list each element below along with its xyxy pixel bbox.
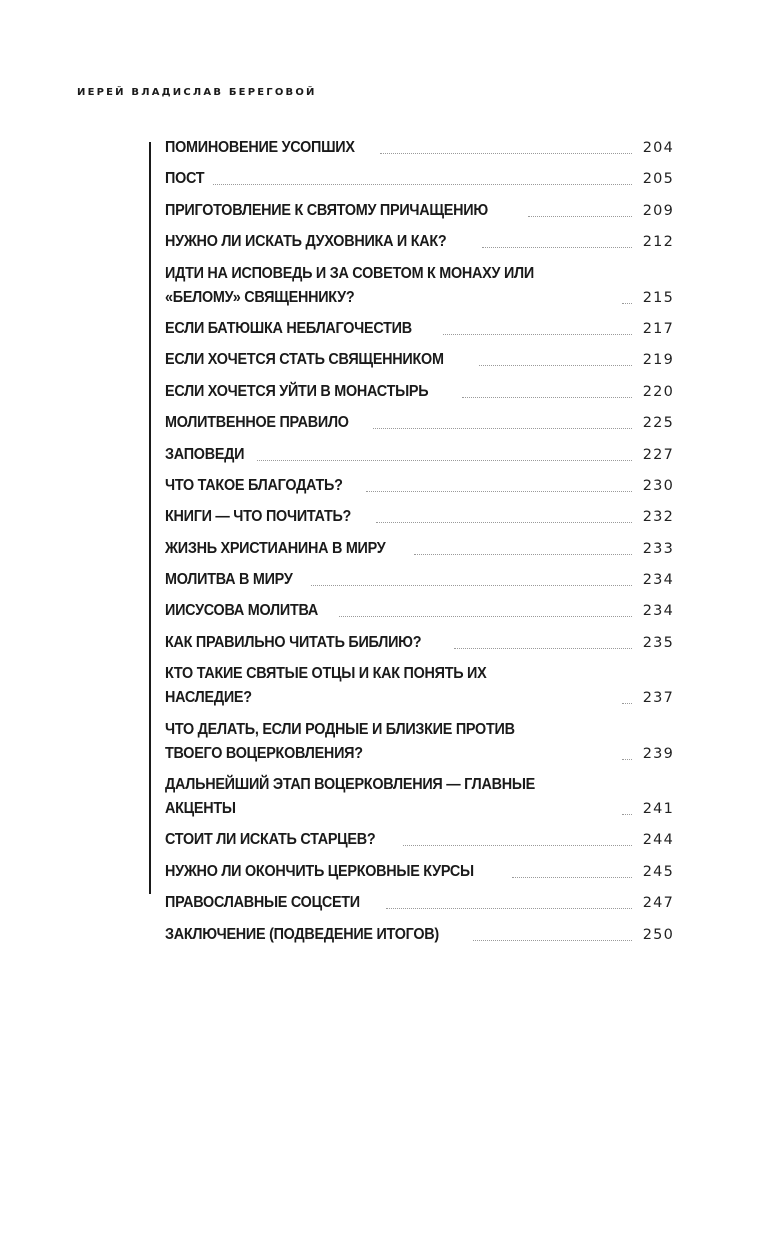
toc-dot-leader [376,522,632,523]
toc-entry-page: 235 [642,634,674,651]
toc-entry-title: ЕСЛИ БАТЮШКА НЕБЛАГОЧЕСТИВ [165,319,412,337]
table-of-contents [165,136,674,954]
toc-dot-leader [454,648,632,649]
toc-dot-leader [257,460,632,461]
toc-entry-page: 219 [642,352,674,369]
toc-dot-leader [366,491,632,492]
toc-dot-leader [622,759,632,760]
toc-entry[interactable] [165,443,674,467]
toc-entry-page: 209 [642,202,674,219]
toc-entry-page: 237 [642,690,674,707]
toc-entry[interactable] [165,537,674,561]
toc-dot-leader [443,334,632,335]
toc-dot-leader [403,845,632,846]
toc-entry-page: 220 [642,383,674,400]
toc-dot-leader [380,153,632,154]
toc-entry-title: ЗАКЛЮЧЕНИЕ (ПОДВЕДЕНИЕ ИТОГОВ) [165,925,439,943]
toc-dot-leader [386,908,632,909]
toc-entry-page: 232 [642,509,674,526]
toc-entry-title: ИДТИ НА ИСПОВЕДЬ И ЗА СОВЕТОМ К МОНАХУ ИЛИ «БЕЛОМУ» СВЯЩЕННИКУ? [165,264,534,306]
toc-entry-title: НУЖНО ЛИ ИСКАТЬ ДУХОВНИКА И КАК? [165,233,447,251]
toc-entry-title: ДАЛЬНЕЙШИЙ ЭТАП ВОЦЕРКОВЛЕНИЯ — ГЛАВНЫЕ АКЦЕНТЫ [165,776,535,818]
toc-entry-page: 230 [642,477,674,494]
toc-dot-leader [339,616,632,617]
toc-entry[interactable] [165,505,674,529]
toc-entry-page: 234 [642,603,674,620]
toc-entry-title: ЧТО ДЕЛАТЬ, ЕСЛИ РОДНЫЕ И БЛИЗКИЕ ПРОТИВ ТВОЕГО ВОЦЕРКОВЛЕНИЯ? [165,720,515,762]
toc-entry-page: 227 [642,446,674,463]
toc-dot-leader [622,703,632,704]
toc-entry-page: 212 [642,234,674,251]
toc-entry[interactable] [165,167,674,191]
toc-entry-page: 217 [642,320,674,337]
toc-entry[interactable] [165,718,674,766]
toc-entry-title: КНИГИ — ЧТО ПОЧИТАТЬ? [165,508,352,526]
toc-entry[interactable] [165,348,674,372]
toc-entry[interactable] [165,136,674,160]
toc-entry[interactable] [165,568,674,592]
toc-vertical-rule [149,142,151,894]
toc-dot-leader [622,814,632,815]
toc-entry[interactable] [165,230,674,254]
toc-dot-leader [473,940,632,941]
toc-entry-page: 245 [642,863,674,880]
toc-entry[interactable] [165,828,674,852]
toc-entry-page: 244 [642,832,674,849]
toc-entry[interactable] [165,599,674,623]
toc-entry-title: ЕСЛИ ХОЧЕТСЯ СТАТЬ СВЯЩЕННИКОМ [165,351,444,369]
toc-entry[interactable] [165,411,674,435]
toc-entry-title: ПРИГОТОВЛЕНИЕ К СВЯТОМУ ПРИЧАЩЕНИЮ [165,201,488,219]
toc-entry-title: КТО ТАКИЕ СВЯТЫЕ ОТЦЫ И КАК ПОНЯТЬ ИХ НАСЛЕДИЕ? [165,665,487,707]
toc-entry-page: 239 [642,745,674,762]
toc-entry[interactable] [165,199,674,223]
toc-entry[interactable] [165,262,674,310]
toc-dot-leader [213,184,632,185]
running-head: ИЕРЕЙ ВЛАДИСЛАВ БЕРЕГОВОЙ [77,87,317,98]
toc-entry[interactable] [165,860,674,884]
toc-entry[interactable] [165,380,674,404]
toc-entry-page: 250 [642,926,674,943]
toc-entry[interactable] [165,662,674,710]
toc-entry-page: 241 [642,801,674,818]
toc-entry[interactable] [165,474,674,498]
toc-entry-title: ПОМИНОВЕНИЕ УСОПШИХ [165,139,355,156]
toc-entry-title: ПРАВОСЛАВНЫЕ СОЦСЕТИ [165,894,360,912]
toc-entry-title: ЕСЛИ ХОЧЕТСЯ УЙТИ В МОНАСТЫРЬ [165,382,429,400]
toc-dot-leader [414,554,632,555]
toc-entry-title: ПОСТ [165,170,205,188]
toc-entry[interactable] [165,891,674,915]
toc-entry-title: ЖИЗНЬ ХРИСТИАНИНА В МИРУ [165,539,386,557]
toc-dot-leader [373,428,632,429]
toc-entry-page: 233 [642,540,674,557]
toc-entry-page: 215 [642,289,674,306]
toc-entry[interactable] [165,317,674,341]
toc-dot-leader [528,216,632,217]
toc-entry-title: ИИСУСОВА МОЛИТВА [165,602,319,620]
toc-entry-title: ЗАПОВЕДИ [165,445,245,463]
toc-dot-leader [482,247,632,248]
toc-entry-page: 225 [642,415,674,432]
toc-entry-title: МОЛИТВА В МИРУ [165,571,293,589]
toc-dot-leader [311,585,632,586]
toc-entry-page: 205 [642,171,674,188]
toc-dot-leader [622,303,632,304]
toc-entry-page: 234 [642,572,674,589]
toc-dot-leader [462,397,632,398]
toc-dot-leader [479,365,632,366]
toc-entry-page: 247 [642,895,674,912]
toc-entry-title: СТОИТ ЛИ ИСКАТЬ СТАРЦЕВ? [165,831,376,849]
toc-entry[interactable] [165,631,674,655]
toc-entry[interactable] [165,773,674,821]
toc-entry-title: ЧТО ТАКОЕ БЛАГОДАТЬ? [165,476,343,494]
toc-entry-title: НУЖНО ЛИ ОКОНЧИТЬ ЦЕРКОВНЫЕ КУРСЫ [165,862,474,880]
toc-entry[interactable] [165,923,674,947]
toc-entry-title: КАК ПРАВИЛЬНО ЧИТАТЬ БИБЛИЮ? [165,633,422,651]
toc-entry-title: МОЛИТВЕННОЕ ПРАВИЛО [165,414,349,432]
toc-dot-leader [512,877,632,878]
toc-entry-page: 204 [642,140,674,156]
